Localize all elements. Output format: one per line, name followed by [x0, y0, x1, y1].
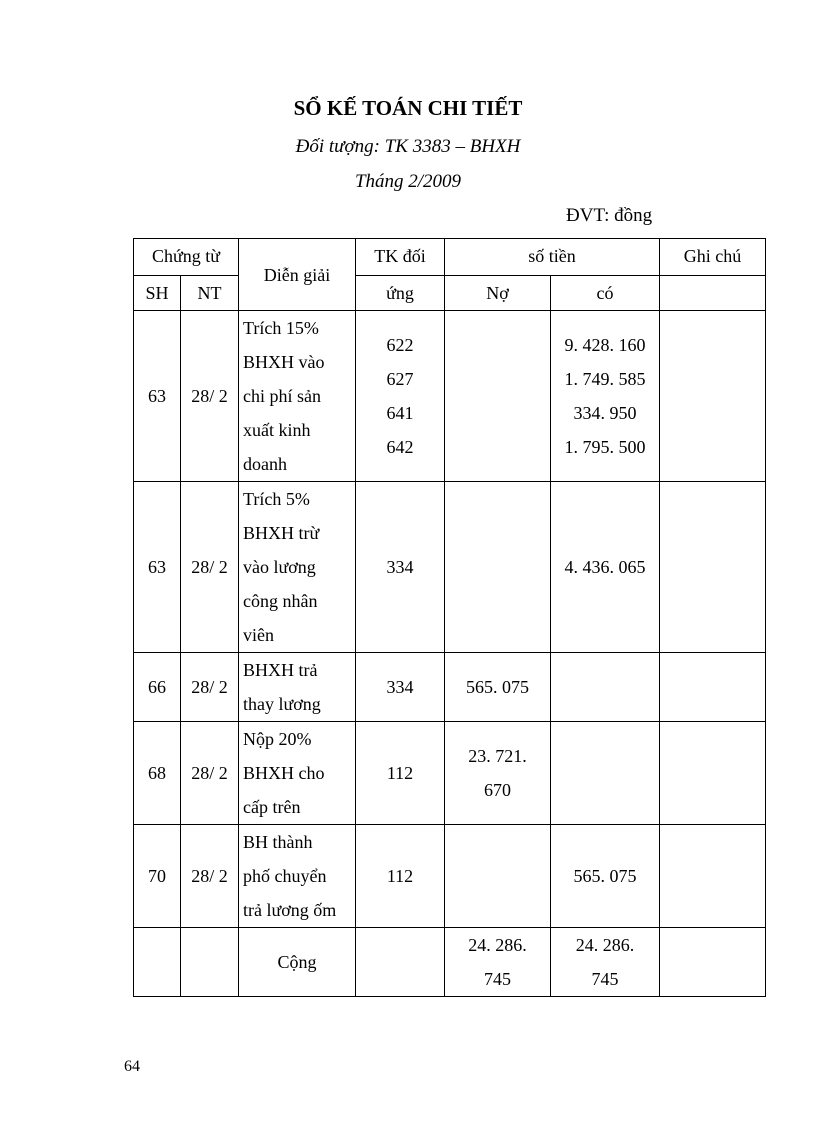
cell-nt: 28/ 2 — [181, 311, 239, 482]
table-row — [134, 722, 766, 825]
unit-label: ĐVT: đồng — [566, 205, 653, 226]
cell-co — [551, 722, 660, 825]
cell-no — [445, 722, 551, 825]
header-row-top — [134, 239, 766, 276]
ledger-table — [133, 238, 766, 997]
header-no: Nợ — [445, 276, 551, 311]
header-ung: ứng — [356, 276, 445, 311]
cell-tk-doi-ung — [356, 825, 445, 928]
cell-dien-giai-line: trả lương ốm — [243, 900, 337, 920]
cell-nt: 28/ 2 — [181, 653, 239, 722]
total-no-line: 24. 286. — [468, 935, 527, 955]
cell-no-line: 23. 721. — [468, 746, 527, 766]
cell-dien-giai-line: phố chuyển — [243, 866, 327, 886]
cell-ghi-chu — [660, 928, 766, 997]
cell-tk-doi-ung-line: 641 — [386, 403, 414, 423]
cell-co — [551, 825, 660, 928]
header-sh: SH — [134, 276, 181, 311]
document-month: Tháng 2/2009 — [354, 171, 462, 192]
cell-tk-doi-ung — [356, 928, 445, 997]
cell-nt: 28/ 2 — [181, 722, 239, 825]
total-co-line: 745 — [591, 969, 619, 989]
cell-no — [445, 311, 551, 482]
cell-dien-giai-line: thay lương — [243, 694, 321, 714]
cell-co — [551, 311, 660, 482]
total-row — [134, 928, 766, 997]
cell-tk-doi-ung — [356, 482, 445, 653]
total-co-line: 24. 286. — [575, 935, 635, 955]
table-row — [134, 825, 766, 928]
header-tk-doi-ung: TK đối — [356, 239, 445, 276]
cell-tk-doi-ung-line: 112 — [386, 763, 414, 783]
cell-co-line: 1. 795. 500 — [564, 437, 646, 457]
table-row — [134, 482, 766, 653]
cell-dien-giai-line: công nhân — [243, 591, 318, 611]
header-dien-giai: Diễn giải — [239, 239, 356, 311]
cell-ghi-chu — [660, 722, 766, 825]
cell-no-line: 670 — [484, 780, 511, 800]
table-row — [134, 311, 766, 482]
header-so-tien: số tiền — [445, 239, 660, 276]
header-nt: NT — [181, 276, 239, 311]
cell-dien-giai — [239, 482, 356, 653]
cell-co-line: 4. 436. 065 — [564, 557, 646, 577]
cell-nt: 28/ 2 — [181, 825, 239, 928]
cell-sh: 63 — [134, 482, 181, 653]
header-ghi-chu: Ghi chú — [660, 239, 766, 276]
document-subtitle: Đối tượng: TK 3383 – BHXH — [295, 136, 521, 157]
cell-dien-giai-line: doanh — [243, 454, 287, 474]
cell-dien-giai-line: BHXH trả — [243, 660, 318, 680]
cell-co — [551, 653, 660, 722]
cell-dien-giai — [239, 653, 356, 722]
total-no-line: 745 — [484, 969, 511, 989]
cell-dien-giai — [239, 722, 356, 825]
cell-ghi-chu — [660, 825, 766, 928]
cell-dien-giai-line: vào lương — [243, 557, 316, 577]
cell-nt — [181, 928, 239, 997]
cell-dien-giai-line: BHXH trừ — [243, 523, 320, 543]
cell-tk-doi-ung-line: 334 — [386, 557, 414, 577]
total-co — [551, 928, 660, 997]
cell-tk-doi-ung-line: 627 — [386, 369, 414, 389]
cell-ghi-chu — [660, 311, 766, 482]
cell-no — [445, 825, 551, 928]
cell-tk-doi-ung-line: 622 — [386, 335, 414, 355]
document-title: SỔ KẾ TOÁN CHI TIẾT — [293, 96, 523, 120]
cell-no — [445, 653, 551, 722]
cell-dien-giai-line: viên — [243, 625, 274, 645]
cell-co-line: 565. 075 — [573, 866, 637, 886]
table-row — [134, 653, 766, 722]
header-chung-tu: Chứng từ — [134, 239, 239, 276]
header-ghi-chu-blank — [660, 276, 766, 311]
page-number: 64 — [124, 1058, 140, 1075]
cell-co — [551, 482, 660, 653]
cell-tk-doi-ung — [356, 311, 445, 482]
cell-dien-giai-line: Trích 15% — [243, 318, 319, 338]
cell-sh — [134, 928, 181, 997]
cell-tk-doi-ung — [356, 653, 445, 722]
cell-co-line: 9. 428. 160 — [564, 335, 646, 355]
cell-dien-giai-line: Trích 5% — [243, 489, 310, 509]
cell-sh: 63 — [134, 311, 181, 482]
cell-no-line: 565. 075 — [466, 677, 529, 697]
cell-tk-doi-ung-line: 112 — [386, 866, 414, 886]
cell-dien-giai-line: xuất kinh — [243, 420, 311, 440]
total-no — [445, 928, 551, 997]
cell-tk-doi-ung-line: 334 — [386, 677, 414, 697]
cell-dien-giai-line: BHXH vào — [243, 352, 325, 372]
total-label: Cộng — [239, 928, 356, 997]
cell-sh: 66 — [134, 653, 181, 722]
cell-dien-giai-line: chi phí sản — [243, 386, 321, 406]
cell-no — [445, 482, 551, 653]
header-co: có — [551, 276, 660, 311]
header-row-bottom — [134, 276, 766, 311]
cell-sh: 70 — [134, 825, 181, 928]
cell-dien-giai-line: BH thành — [243, 832, 313, 852]
cell-co-line: 334. 950 — [573, 403, 637, 423]
cell-dien-giai-line: cấp trên — [243, 797, 301, 817]
cell-ghi-chu — [660, 482, 766, 653]
cell-dien-giai-line: BHXH cho — [243, 763, 325, 783]
cell-dien-giai-line: Nộp 20% — [243, 729, 312, 749]
cell-tk-doi-ung — [356, 722, 445, 825]
cell-sh: 68 — [134, 722, 181, 825]
cell-dien-giai — [239, 311, 356, 482]
cell-nt: 28/ 2 — [181, 482, 239, 653]
cell-co-line: 1. 749. 585 — [564, 369, 646, 389]
cell-tk-doi-ung-line: 642 — [386, 437, 414, 457]
cell-dien-giai — [239, 825, 356, 928]
cell-ghi-chu — [660, 653, 766, 722]
